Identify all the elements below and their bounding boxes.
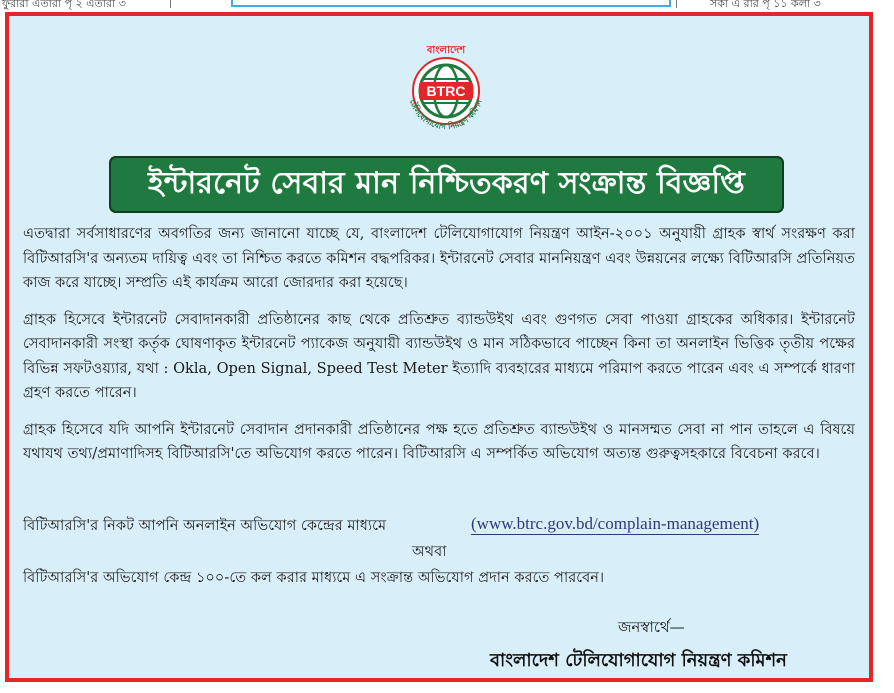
top-divider-right: [676, 0, 677, 8]
paragraph-3: গ্রাহক হিসেবে যদি আপনি ইন্টারনেট সেবাদান প্রদানকারী প্রতিষ্ঠানের পক্ষ হতে প্রতিশ্রুত ব্যান্ডউইথ ও মানসম্মত সেবা না পান তাহলে এ বিষয়ে যথাযথ তথ্য/প্রমাণাদিসহ বিটিআরসি'তে অভিযোগ করতে পারেন। বিটিআরসি এ সম্পর্কিত অভিযোগ অত্যন্ত গুরুত্বসহকারে বিবেচনা করবে।: [23, 420, 855, 462]
title-banner: [109, 156, 784, 213]
call-complaint-text: বিটিআরসি'র অভিযোগ কেন্দ্র ১০০-তে কল করার মাধ্যমে এ সংক্রান্ত অভিযোগ প্রদান করতে পারবেন।: [23, 569, 605, 586]
logo-center-text: BTRC: [426, 83, 466, 99]
notice-title: ইন্টারনেট সেবার মান নিশ্চিতকরণ সংক্রান্ত বিজ্ঞপ্তি: [148, 166, 745, 201]
paragraph-2: গ্রাহক হিসেবে ইন্টারনেট সেবাদানকারী প্রতিষ্ঠানের কাছ থেকে প্রতিশ্রুত ব্যান্ডউইথ এবং গুণগত সেবা পাওয়া গ্রাহকের অধিকার। ইন্টারনেট সেবাদানকারী সংস্থা কর্তৃক ঘোষণাকৃত ইন্টারনেট প্যাকেজ অনুযায়ী ব্যান্ডউইথ ও মান সঠিকভাবে পাচ্ছেন কিনা তা অনলাইন ভিত্তিক তৃতীয় পক্ষের বিভিন্ন সফটওয়্যার, যথা : Okla, Open Signal, Speed Test Meter ইত্যাদি ব্যবহারের মাধ্যমে পরিমাপ করতে পারেন এবং এ সম্পর্কে ধারণা গ্রহণ করতে পারেন।: [23, 310, 855, 401]
top-left-fragment: ফুরারা এতারা পৃ ২ এতারা ৩: [2, 0, 126, 10]
top-blue-box: [231, 0, 671, 7]
online-complaint-text: বিটিআরসি'র নিকট আপনি অনলাইন অভিযোগ কেন্দ্রের মাধ্যমে: [23, 517, 387, 534]
signature-commission-name: বাংলাদেশ টেলিযোগাযোগ নিয়ন্ত্রণ কমিশন: [490, 650, 787, 671]
btrc-logo: [391, 36, 501, 146]
notice-body: [9, 222, 869, 479]
public-interest-text: জনস্বার্থে—: [618, 618, 685, 636]
btrc-logo-icon: [391, 36, 501, 146]
notice-frame: [5, 12, 873, 682]
logo-top-text: বাংলাদেশ: [426, 45, 466, 56]
paragraph-1: এতদ্বারা সর্বসাধারণের অবগতির জন্য জানানো যাচ্ছে যে, বাংলাদেশ টেলিযোগাযোগ নিয়ন্ত্রণ আইন-২০০১ অনুযায়ী গ্রাহক স্বার্থ সংরক্ষণ করা বিটিআরসি'র অন্যতম দায়িত্ব এবং তা নিশ্চিত করতে কমিশন বদ্ধপরিকর। ইন্টারনেট সেবার মাননিয়ন্ত্রণ এবং উন্নয়নের লক্ষ্যে বিটিআরসি প্রতিনিয়ত কাজ করে যাচ্ছে। সম্প্রতি এই কার্যক্রম আরো জোরদার করা হয়েছে।: [23, 225, 855, 291]
or-text: অথবা: [412, 543, 447, 560]
top-divider-left: [170, 0, 171, 8]
logo-ring-text: টেলিযোগাযোগ নিয়ন্ত্রণ কমিশন: [407, 98, 484, 132]
complain-management-link[interactable]: (www.btrc.gov.bd/complain-management): [471, 514, 760, 533]
top-right-fragment: সকা এ রার পৃ ১১ কলা ৩: [710, 0, 821, 10]
top-cutoff-strip: [0, 0, 894, 10]
